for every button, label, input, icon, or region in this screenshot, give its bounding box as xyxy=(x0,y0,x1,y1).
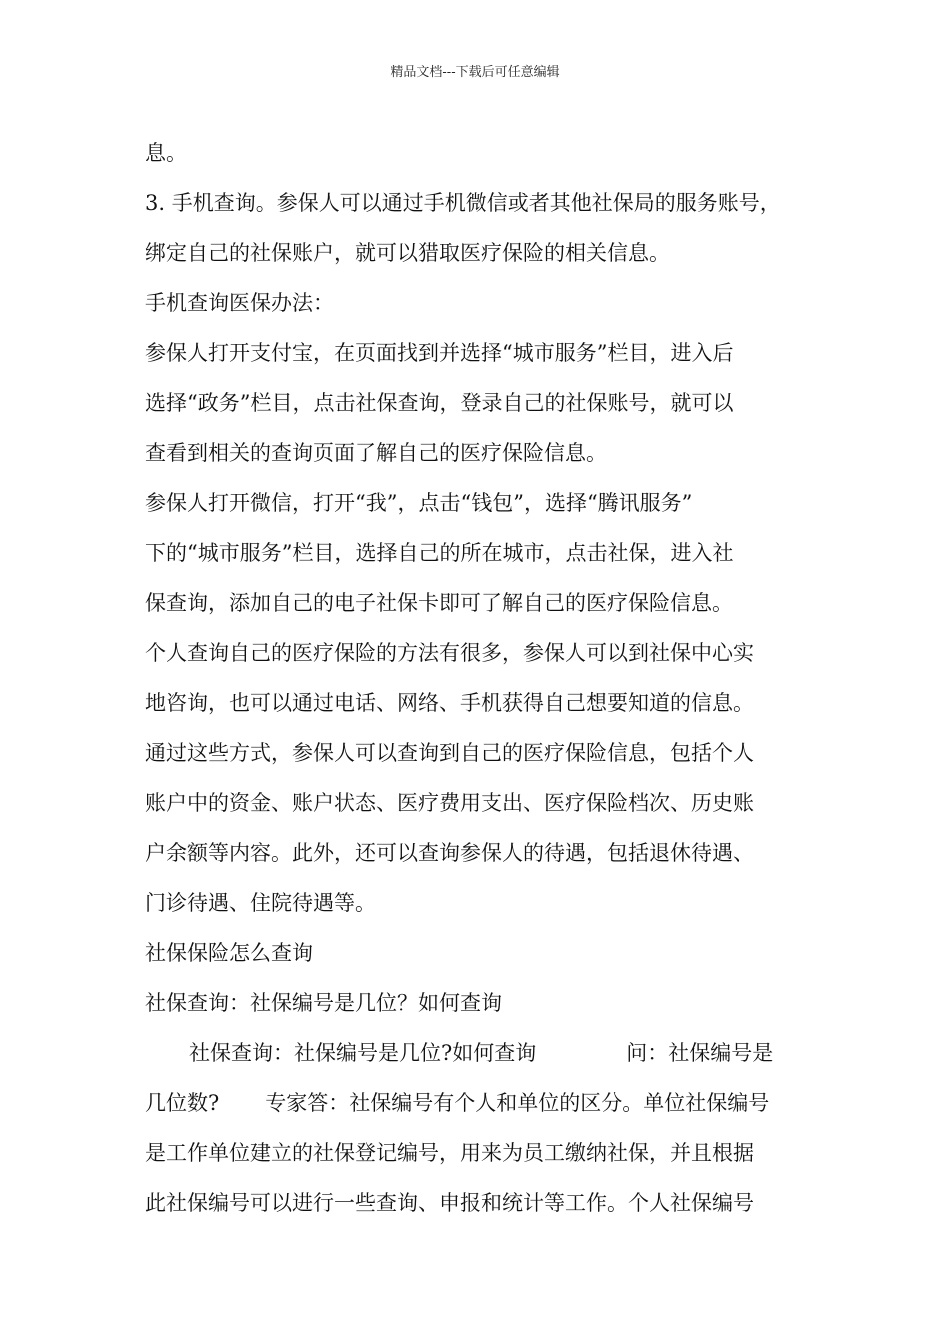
qa-question-end: 几位数? xyxy=(145,1091,220,1115)
paragraph-line: 此社保编号可以进行一些查询、申报和统计等工作。个人社保编号 xyxy=(145,1191,754,1215)
paragraph-line: 地咨询，也可以通过电话、网络、手机获得自己想要知道的信息。 xyxy=(145,691,754,715)
paragraph-line: 保查询，添加自己的电子社保卡即可了解自己的医疗保险信息。 xyxy=(145,591,733,615)
qa-question-label: 问：社保编号是 xyxy=(626,1041,774,1065)
paragraph-line: 3. 手机查询。参保人可以通过手机微信或者其他社保局的服务账号， xyxy=(145,191,781,215)
section-heading: 社保保险怎么查询 xyxy=(145,941,313,965)
paragraph-line: 是工作单位建立的社保登记编号，用来为员工缴纳社保，并且根据 xyxy=(145,1141,754,1165)
paragraph-line: 查看到相关的查询页面了解自己的医疗保险信息。 xyxy=(145,441,607,465)
paragraph-line: 息。 xyxy=(145,141,187,165)
paragraph-line: 通过这些方式，参保人可以查询到自己的医疗保险信息，包括个人 xyxy=(145,741,754,765)
paragraph-line: 门诊待遇、住院待遇等。 xyxy=(145,891,376,915)
section-heading: 社保查询：社保编号是几位？如何查询 xyxy=(145,991,502,1015)
qa-line xyxy=(145,1028,817,1078)
paragraph-line: 参保人打开微信，打开“我”，点击“钱包”，选择“腾讯服务” xyxy=(145,491,693,515)
qa-line xyxy=(145,1078,817,1128)
paragraph-line: 绑定自己的社保账户，就可以猎取医疗保险的相关信息。 xyxy=(145,241,670,265)
section-heading: 手机查询医保办法： xyxy=(145,291,334,315)
paragraph-line: 下的“城市服务”栏目，选择自己的所在城市，点击社保，进入社 xyxy=(145,541,734,565)
qa-answer-start: 专家答：社保编号有个人和单位的区分。单位社保编号 xyxy=(265,1091,770,1115)
paragraph-line: 个人查询自己的医疗保险的方法有很多，参保人可以到社保中心实 xyxy=(145,641,754,665)
paragraph-line: 户余额等内容。此外，还可以查询参保人的待遇，包括退休待遇、 xyxy=(145,841,754,865)
document-body xyxy=(145,128,817,1228)
page-header: 精品文档---下载后可任意编辑 xyxy=(390,65,560,80)
paragraph-line: 参保人打开支付宝，在页面找到并选择“城市服务”栏目，进入后 xyxy=(145,341,734,365)
paragraph-line: 账户中的资金、账户状态、医疗费用支出、医疗保险档次、历史账 xyxy=(145,791,754,815)
paragraph-line: 选择“政务”栏目，点击社保查询，登录自己的社保账号，就可以 xyxy=(145,391,734,415)
qa-question-title: 社保查询：社保编号是几位?如何查询 xyxy=(189,1041,537,1065)
